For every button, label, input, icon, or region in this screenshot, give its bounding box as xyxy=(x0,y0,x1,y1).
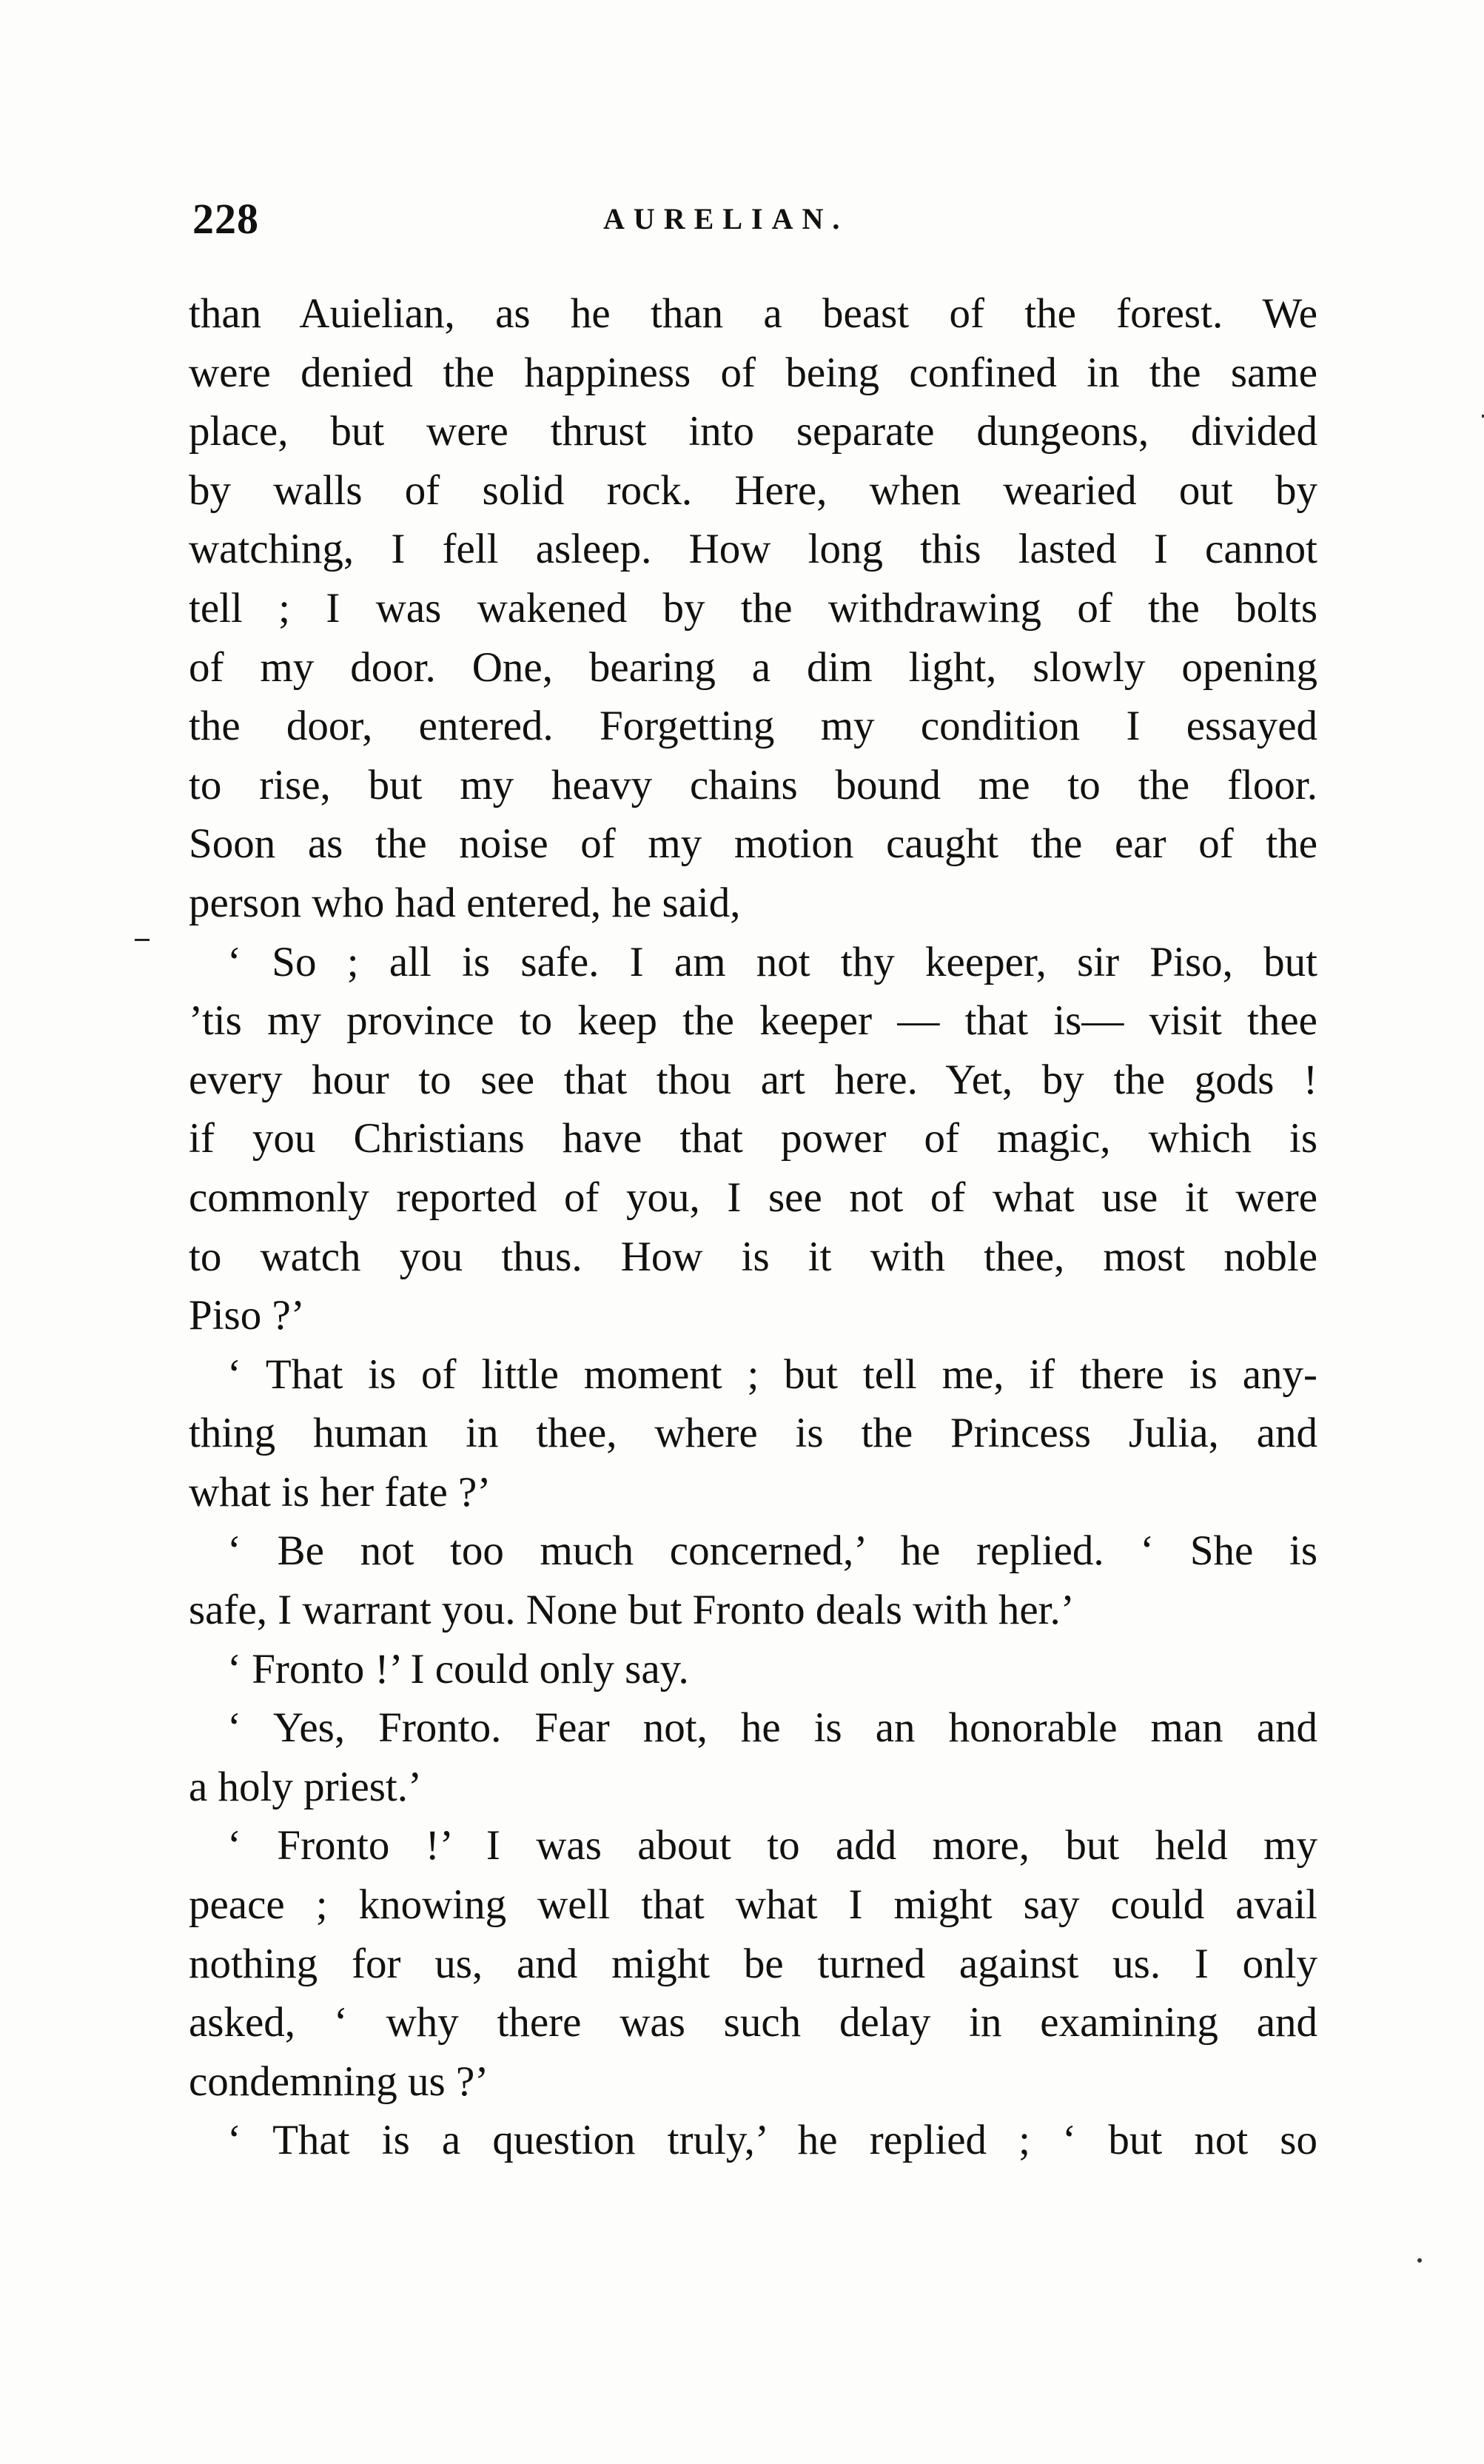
text-line: the door, entered. Forgetting my condition I essayed xyxy=(189,703,1317,750)
text-line: place, but were thrust into separate dungeons, divided xyxy=(189,408,1317,455)
text-line: ’tis my province to keep the keeper — that is— visit thee xyxy=(189,997,1317,1045)
text-line: ‘ Be not too much concerned,’ he replied. ‘ She is xyxy=(227,1527,1317,1575)
text-line: watching, I fell asleep. How long this lasted I cannot xyxy=(189,526,1317,573)
text-line: if you Christians have that power of magic, which is xyxy=(189,1115,1317,1162)
text-line: by walls of solid rock. Here, when wearied out by xyxy=(189,466,1317,514)
text-line: asked, ‘ why there was such delay in examining and xyxy=(189,1999,1317,2046)
text-line: Piso ?’ xyxy=(189,1292,305,1339)
text-line: thing human in thee, where is the Princess Julia, and xyxy=(189,1410,1317,1457)
text-line: ‘ So ; all is safe. I am not thy keeper, sir Piso, but xyxy=(227,938,1317,985)
text-line: safe, I warrant you. None but Fronto deals with her.’ xyxy=(189,1587,1075,1634)
paper-speck xyxy=(1417,2258,1422,2263)
text-line: ‘ Fronto !’ I was about to add more, but held my xyxy=(227,1822,1317,1869)
text-line: person who had entered, he said, xyxy=(189,879,741,926)
text-line: ‘ That is of little moment ; but tell me, if there is any- xyxy=(227,1350,1317,1398)
text-line: of my door. One, bearing a dim light, slowly opening xyxy=(189,643,1317,691)
text-line: commonly reported of you, I see not of what use it were xyxy=(189,1174,1317,1221)
page-header xyxy=(178,194,1310,253)
text-line: Soon as the noise of my motion caught the ear of the xyxy=(189,820,1317,868)
text-line: tell ; I was wakened by the withdrawing of the bolts xyxy=(189,584,1317,632)
text-line: a holy priest.’ xyxy=(189,1763,423,1810)
text-line: to rise, but my heavy chains bound me to the floor. xyxy=(189,761,1317,808)
text-line: were denied the happiness of being confined in the same xyxy=(189,349,1317,396)
text-line: nothing for us, and might be turned against us. I only xyxy=(189,1940,1317,1987)
text-line: what is her fate ?’ xyxy=(189,1468,491,1516)
text-line: peace ; knowing well that what I might say could avail xyxy=(189,1881,1317,1929)
text-line: ‘ Fronto !’ I could only say. xyxy=(227,1645,689,1693)
body-text xyxy=(189,284,1317,2170)
text-line: ‘ Yes, Fronto. Fear not, he is an honorable man and xyxy=(227,1704,1317,1752)
page-number: 228 xyxy=(192,195,259,243)
text-line: every hour to see that thou art here. Yet, by the gods ! xyxy=(189,1056,1317,1103)
text-line: ‘ That is a question truly,’ he replied ; ‘ but not so xyxy=(227,2117,1317,2164)
text-line: condemning us ?’ xyxy=(189,2058,489,2105)
text-line: to watch you thus. How is it with thee, most noble xyxy=(189,1233,1317,1280)
running-head: AURELIAN. xyxy=(603,202,849,235)
text-line: than Auielian, as he than a beast of the forest. We xyxy=(189,290,1317,337)
margin-dash xyxy=(135,939,150,941)
